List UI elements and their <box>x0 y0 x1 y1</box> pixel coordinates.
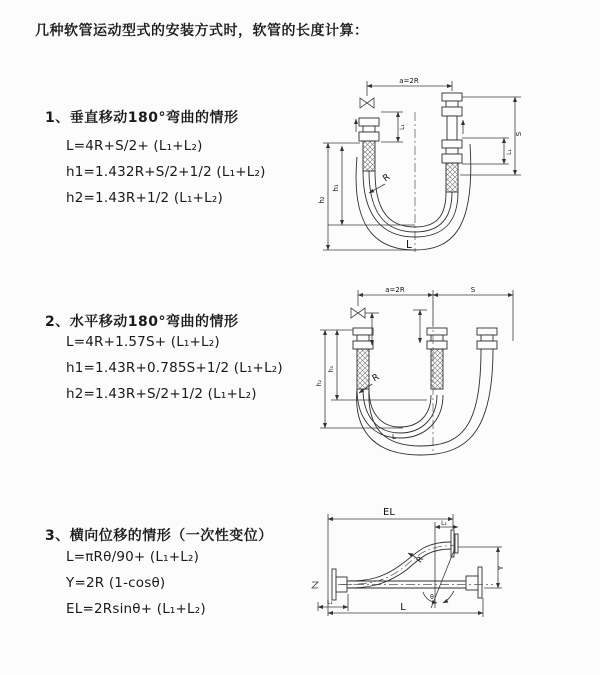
right-fitting <box>477 328 497 349</box>
label-a2r: a=2R <box>399 77 419 85</box>
label-a2r: a=2R <box>385 286 405 294</box>
right-fittings <box>442 93 462 192</box>
radius-leader <box>408 553 425 564</box>
valve-icon <box>360 98 374 108</box>
dim-el <box>328 507 453 519</box>
diagram-vertical-180-bend <box>315 72 597 262</box>
braided-hose-section <box>357 349 369 389</box>
valve-icon <box>351 308 365 318</box>
section-1-formula-h2: h2=1.43R+1/2 (L₁+L₂) <box>66 190 223 206</box>
section-1-formula-L: L=4R+S/2+ (L₁+L₂) <box>66 138 203 154</box>
label-l: L <box>400 602 406 613</box>
label-l1: L₁ <box>506 149 513 155</box>
section-2-heading: 2、水平移动180°弯曲的情形 <box>45 314 239 330</box>
dim-h1 <box>328 330 337 400</box>
braided-hose-section <box>363 141 375 171</box>
radius-leader <box>369 172 392 193</box>
section-3-formula-L: L=πRθ/90+ (L₁+L₂) <box>66 549 200 565</box>
dim-a2r <box>367 77 452 96</box>
dim-a2r <box>358 286 433 295</box>
angle-theta-construction <box>423 548 455 608</box>
section-3-formula-Y: Y=2R (1-cosθ) <box>66 575 166 591</box>
label-r: R <box>414 554 426 565</box>
section-2-formula-h1: h1=1.43R+0.785S+1/2 (L₁+L₂) <box>66 360 283 376</box>
label-l: L <box>406 239 412 251</box>
section-2-formula-h2: h2=1.43R+S/2+1/2 (L₁+L₂) <box>66 386 257 402</box>
diagram-horizontal-180-bend <box>315 283 600 468</box>
label-y: Y <box>497 565 505 571</box>
dim-h2 <box>316 330 325 428</box>
dim-stroke-s <box>460 97 523 175</box>
left-fitting <box>359 118 379 171</box>
right-flange <box>466 567 482 598</box>
label-l1: L₁ <box>399 124 406 130</box>
section-3-formula-EL: EL=2Rsinθ+ (L₁+L₂) <box>66 601 206 617</box>
upper-flange <box>451 530 458 557</box>
hose-u-displaced <box>357 349 493 455</box>
label-el: EL <box>383 507 395 518</box>
section-1-formula-h1: h1=1.432R+S/2+1/2 (L₁+L₂) <box>66 164 266 180</box>
label-h1: h₁ <box>332 184 340 192</box>
section-3-heading: 3、横向位移的情形（一次性变位） <box>45 528 273 544</box>
section-1-heading: 1、垂直移动180°弯曲的情形 <box>45 110 239 126</box>
label-s: S <box>515 131 523 137</box>
label-l1: L₁ <box>441 520 447 527</box>
dim-flange-offset-right <box>413 310 427 343</box>
page-title: 几种软管运动型式的安装方式时，软管的长度计算： <box>35 23 369 39</box>
braided-hose-section <box>446 163 458 192</box>
label-l1: L₁ <box>327 599 333 606</box>
hose-u-original <box>357 389 443 438</box>
label-h2: h₂ <box>316 379 323 387</box>
label-theta: θ <box>430 594 434 601</box>
middle-fitting <box>427 328 447 389</box>
label-r: R <box>370 372 382 385</box>
dim-h1 <box>332 146 342 225</box>
dim-l1-top <box>435 520 458 527</box>
dim-l1-right <box>462 138 513 164</box>
dim-l1-left <box>381 112 406 142</box>
label-s: S <box>470 286 476 294</box>
dim-stroke-s <box>433 286 513 295</box>
centerline-break-mark <box>312 582 318 588</box>
label-h2: h₂ <box>318 196 326 204</box>
dim-y <box>497 547 505 588</box>
label-r: R <box>381 172 393 185</box>
left-fitting <box>353 328 373 389</box>
diagram-lateral-displacement <box>305 498 600 638</box>
label-h1: h₁ <box>328 365 335 373</box>
dim-l <box>328 602 483 613</box>
dim-h2 <box>318 143 328 250</box>
section-2-formula-L: L=4R+1.57S+ (L₁+L₂) <box>66 334 220 350</box>
label-l: L <box>392 433 396 441</box>
